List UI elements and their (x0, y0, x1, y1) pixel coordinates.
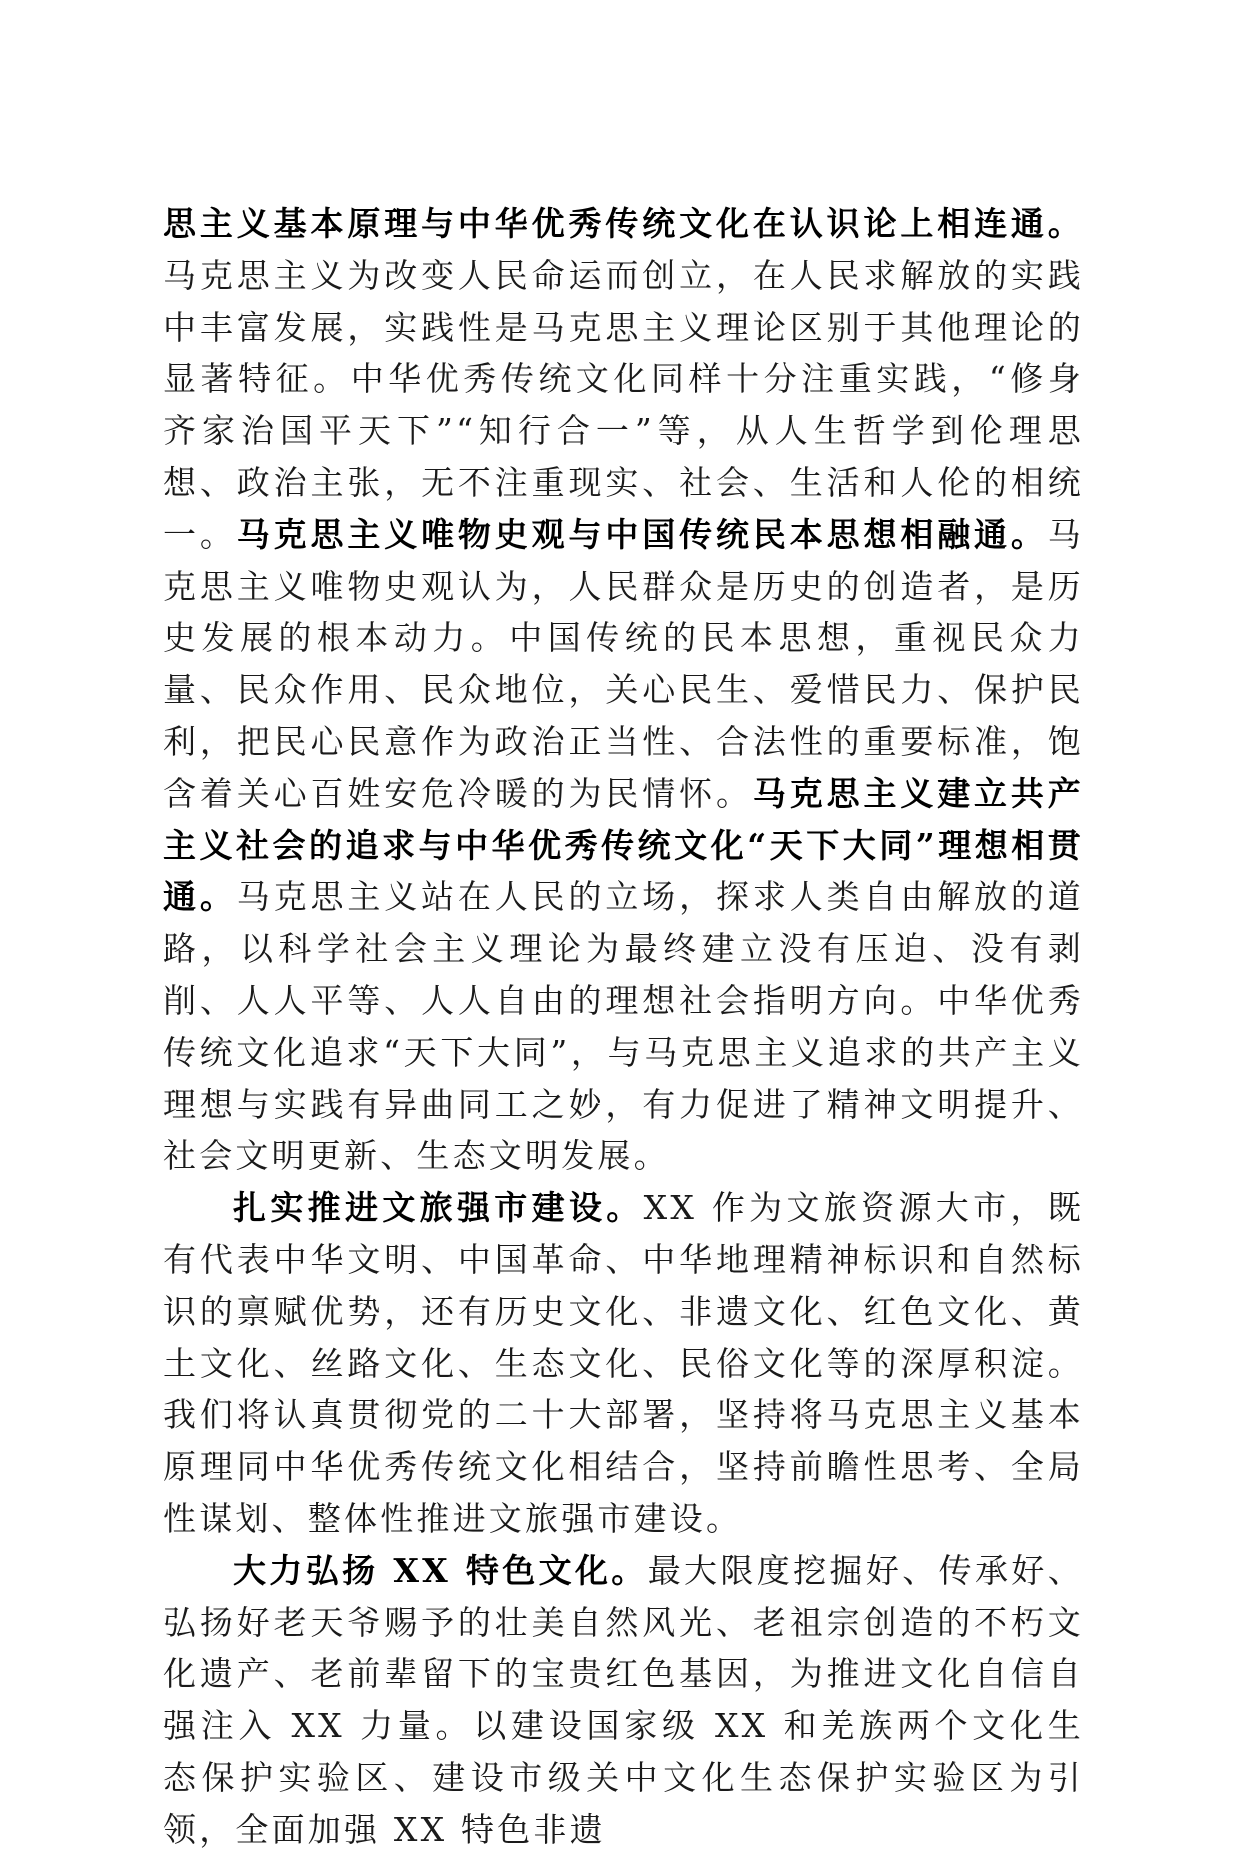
body-text: 马克思主义唯物史观认为，人民群众是历史的创造者，是历史发展的根本动力。中国传统的民本思想，重视民众力量、民众作用、民众地位，关心民生、爱惜民力、保护民利，把民心民意作为政治正当性、合法性的重要标准，饱含着关心百姓安危冷暖的为民情怀。 (163, 514, 1084, 813)
body-text: 马克思主义为改变人民命运而创立，在人民求解放的实践中丰富发展，实践性是马克思主义理论区别于其他理论的显著特征。中华优秀传统文化同样十分注重实践，“修身齐家治国平天下”“知行合一”等，从人生哲学到伦理思想、政治主张，无不注重现实、社会、生活和人伦的相统一。 (163, 255, 1084, 554)
bold-heading: 马克思主义唯物史观与中国传统民本思想相融通。 (236, 514, 1048, 554)
paragraph-1 (163, 198, 1084, 1182)
bold-heading: 思主义基本原理与中华优秀传统文化在认识论上相连通。 (163, 204, 1084, 243)
bold-heading: 马克思主义建立共产主义社会的追求与中华优秀传统文化“天下大同”理想相贯通。 (163, 773, 1084, 917)
bold-heading: 扎实推进文旅强市建设。 (233, 1188, 644, 1228)
document-body (163, 198, 1084, 1856)
bold-heading: 大力弘扬 XX 特色文化。 (233, 1550, 648, 1590)
paragraph-3 (163, 1545, 1084, 1856)
body-text: XX 作为文旅资源大市，既有代表中华文明、中国革命、中华地理精神标识和自然标识的禀赋优势，还有历史文化、非遗文化、红色文化、黄土文化、丝路文化、生态文化、民俗文化等的深厚积淀。我们将认真贯彻党的二十大部署，坚持将马克思主义基本原理同中华优秀传统文化相结合，坚持前瞻性思考、全局性谋划、整体性推进文旅强市建设。 (163, 1188, 1084, 1538)
body-text: 最大限度挖掘好、传承好、弘扬好老天爷赐予的壮美自然风光、老祖宗创造的不朽文化遗产、老前辈留下的宝贵红色基因，为推进文化自信自强注入 XX 力量。以建设国家级 XX 和羌族两个文化生态保护实验区、建设市级关中文化生态保护实验区为引领，全面加强 XX 特色非遗 (163, 1550, 1084, 1849)
body-text: 马克思主义站在人民的立场，探求人类自由解放的道路，以科学社会主义理论为最终建立没有压迫、没有剥削、人人平等、人人自由的理想社会指明方向。中华优秀传统文化追求“天下大同”，与马克思主义追求的共产主义理想与实践有异曲同工之妙，有力促进了精神文明提升、社会文明更新、生态文明发展。 (163, 877, 1084, 1176)
paragraph-2 (163, 1182, 1084, 1545)
